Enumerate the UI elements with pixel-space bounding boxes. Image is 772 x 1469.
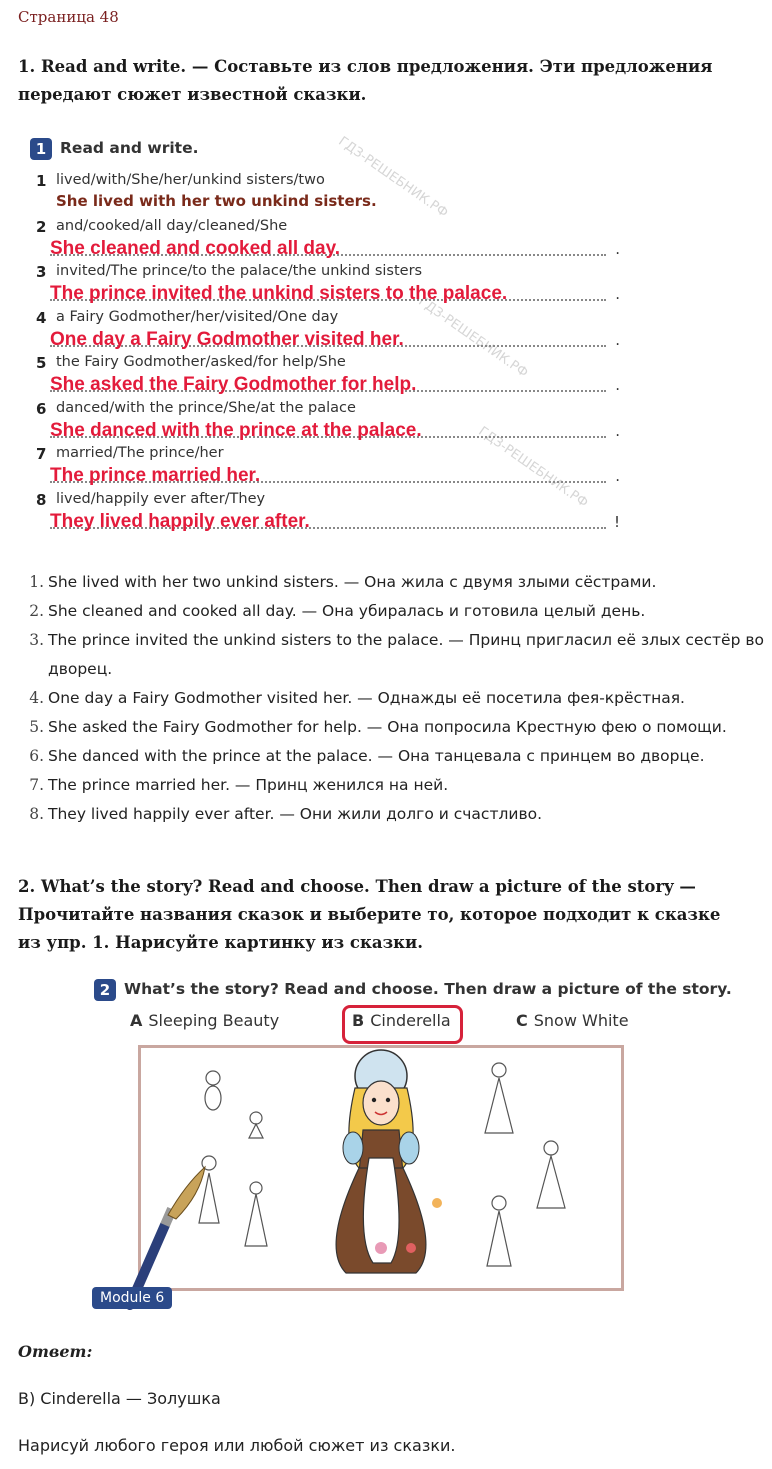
- item-text: They lived happily ever after. — Они жили долго и счастливо.: [48, 805, 542, 823]
- exercise-row: [36, 218, 626, 262]
- item-text: The prince invited the unkind sisters to the palace. — Принц пригласил её злых сестёр во дворец.: [48, 631, 764, 678]
- item-number: 8.: [29, 805, 44, 823]
- translation-item: [29, 771, 772, 800]
- answer-sentence: She danced with the prince at the palace.: [50, 419, 422, 441]
- end-punctuation: .: [615, 285, 620, 303]
- choice-label: Snow White: [533, 1011, 629, 1030]
- exercise-row: [36, 172, 626, 216]
- jumbled-words: a Fairy Godmother/her/visited/One day: [56, 308, 339, 325]
- exercise-row: [36, 354, 626, 398]
- item-number: 7.: [29, 776, 44, 794]
- exercise2-title: What’s the story? Read and choose. Then draw a picture of the story.: [124, 980, 732, 998]
- task1-heading: 1. Read and write. — Составьте из слов предложения. Эти предложения передают сюжет известной сказки.: [18, 57, 713, 104]
- end-punctuation: .: [615, 376, 620, 394]
- exercise-row: [36, 445, 626, 489]
- page-title: Страница 48: [18, 8, 119, 26]
- item-number: 4.: [29, 689, 44, 707]
- row-number: 6: [36, 399, 47, 418]
- jumbled-words: lived/with/She/her/unkind sisters/two: [56, 172, 325, 188]
- item-number: 5.: [29, 718, 44, 736]
- task2-heading: 2. What’s the story? Read and choose. Then draw a picture of the story — Прочитайте названия сказок и выберите то, которое подходит к сказке из упр. 1. Нарисуйте картинку из сказки.: [18, 877, 721, 952]
- cinderella-illustration: [141, 1048, 621, 1288]
- jumbled-words: married/The prince/her: [56, 445, 224, 461]
- choice-letter: B: [352, 1011, 365, 1030]
- translation-item: [29, 684, 772, 713]
- exercise2-scan: [90, 975, 732, 1320]
- exercise1-title: Read and write.: [60, 139, 199, 157]
- answer-sentence: The prince invited the unkind sisters to the palace.: [50, 283, 508, 304]
- item-text: She asked the Fairy Godmother for help. — Она попросила Крестную фею о помощи.: [48, 718, 727, 736]
- translation-item: [29, 568, 772, 597]
- answer-label: Ответ:: [18, 1342, 93, 1361]
- exercise-row: [36, 491, 626, 535]
- answer-text: B) Cinderella — Золушка: [18, 1389, 221, 1408]
- jumbled-words: lived/happily ever after/They: [56, 490, 266, 507]
- choice-label: Sleeping Beauty: [148, 1011, 280, 1030]
- row-number: 1: [36, 172, 47, 190]
- end-punctuation: .: [615, 467, 620, 485]
- answer-sentence: One day a Fairy Godmother visited her.: [50, 328, 404, 350]
- end-punctuation: .: [615, 330, 620, 349]
- translation-item: [29, 713, 772, 742]
- choice-c: [516, 1011, 629, 1030]
- choice-label: Cinderella: [370, 1011, 451, 1030]
- watermark: ГДЗ-РЕШЕБНИК.РФ: [335, 134, 451, 221]
- choice-a: [130, 1011, 279, 1030]
- exercise-row: [36, 309, 626, 353]
- item-number: 1.: [29, 573, 44, 591]
- end-punctuation: .: [615, 421, 620, 440]
- model-answer: She lived with her two unkind sisters.: [56, 192, 377, 210]
- end-punctuation: !: [613, 512, 620, 531]
- drawing-frame: [138, 1045, 624, 1291]
- answer-sentence: She cleaned and cooked all day.: [50, 237, 341, 259]
- module-tag: Module 6: [92, 1287, 172, 1309]
- item-number: 2.: [29, 602, 44, 620]
- row-number: 7: [36, 445, 47, 463]
- choice-letter: A: [130, 1011, 143, 1030]
- answer-note: Нарисуй любого героя или любой сюжет из сказки.: [18, 1436, 456, 1455]
- row-number: 8: [36, 490, 47, 509]
- answer-sentence: The prince married her.: [50, 465, 261, 486]
- choice-b: [352, 1011, 451, 1030]
- item-text: She lived with her two unkind sisters. — Она жила с двумя злыми сёстрами.: [48, 573, 657, 591]
- jumbled-words: invited/The prince/to the palace/the unkind sisters: [56, 263, 423, 279]
- translation-item: [29, 626, 772, 684]
- jumbled-words: and/cooked/all day/cleaned/She: [56, 217, 288, 234]
- watermark: ГДЗ-РЕШЕБНИК.РФ: [475, 424, 591, 511]
- jumbled-words: the Fairy Godmother/asked/for help/She: [56, 354, 346, 370]
- item-number: 3.: [29, 631, 44, 649]
- answer-sentence: She asked the Fairy Godmother for help.: [50, 374, 417, 395]
- exercise-row: [36, 400, 626, 444]
- answer-sentence: They lived happily ever after.: [50, 510, 310, 532]
- jumbled-words: danced/with the prince/She/at the palace: [56, 399, 356, 416]
- row-number: 5: [36, 354, 47, 372]
- translation-item: [29, 800, 772, 829]
- exercise1-scan: [28, 130, 628, 540]
- item-text: She cleaned and cooked all day. — Она убиралась и готовила целый день.: [48, 602, 646, 620]
- watermark: ГДЗ-РЕШЕБНИК.РФ: [415, 294, 531, 381]
- item-text: She danced with the prince at the palace. — Она танцевала с принцем во дворце.: [48, 747, 705, 765]
- translation-item: [29, 742, 772, 771]
- item-text: One day a Fairy Godmother visited her. — Однажды её посетила фея-крёстная.: [48, 689, 685, 707]
- row-number: 4: [36, 308, 47, 327]
- item-text: The prince married her. — Принц женился на ней.: [48, 776, 449, 794]
- translation-item: [29, 597, 772, 626]
- row-number: 3: [36, 263, 47, 281]
- exercise1-badge: 1: [30, 138, 52, 160]
- item-number: 6.: [29, 747, 44, 765]
- end-punctuation: .: [615, 239, 620, 258]
- translation-list: [18, 568, 772, 829]
- exercise-row: [36, 263, 626, 307]
- exercise2-badge: 2: [94, 979, 116, 1001]
- choice-letter: C: [516, 1011, 528, 1030]
- row-number: 2: [36, 217, 47, 236]
